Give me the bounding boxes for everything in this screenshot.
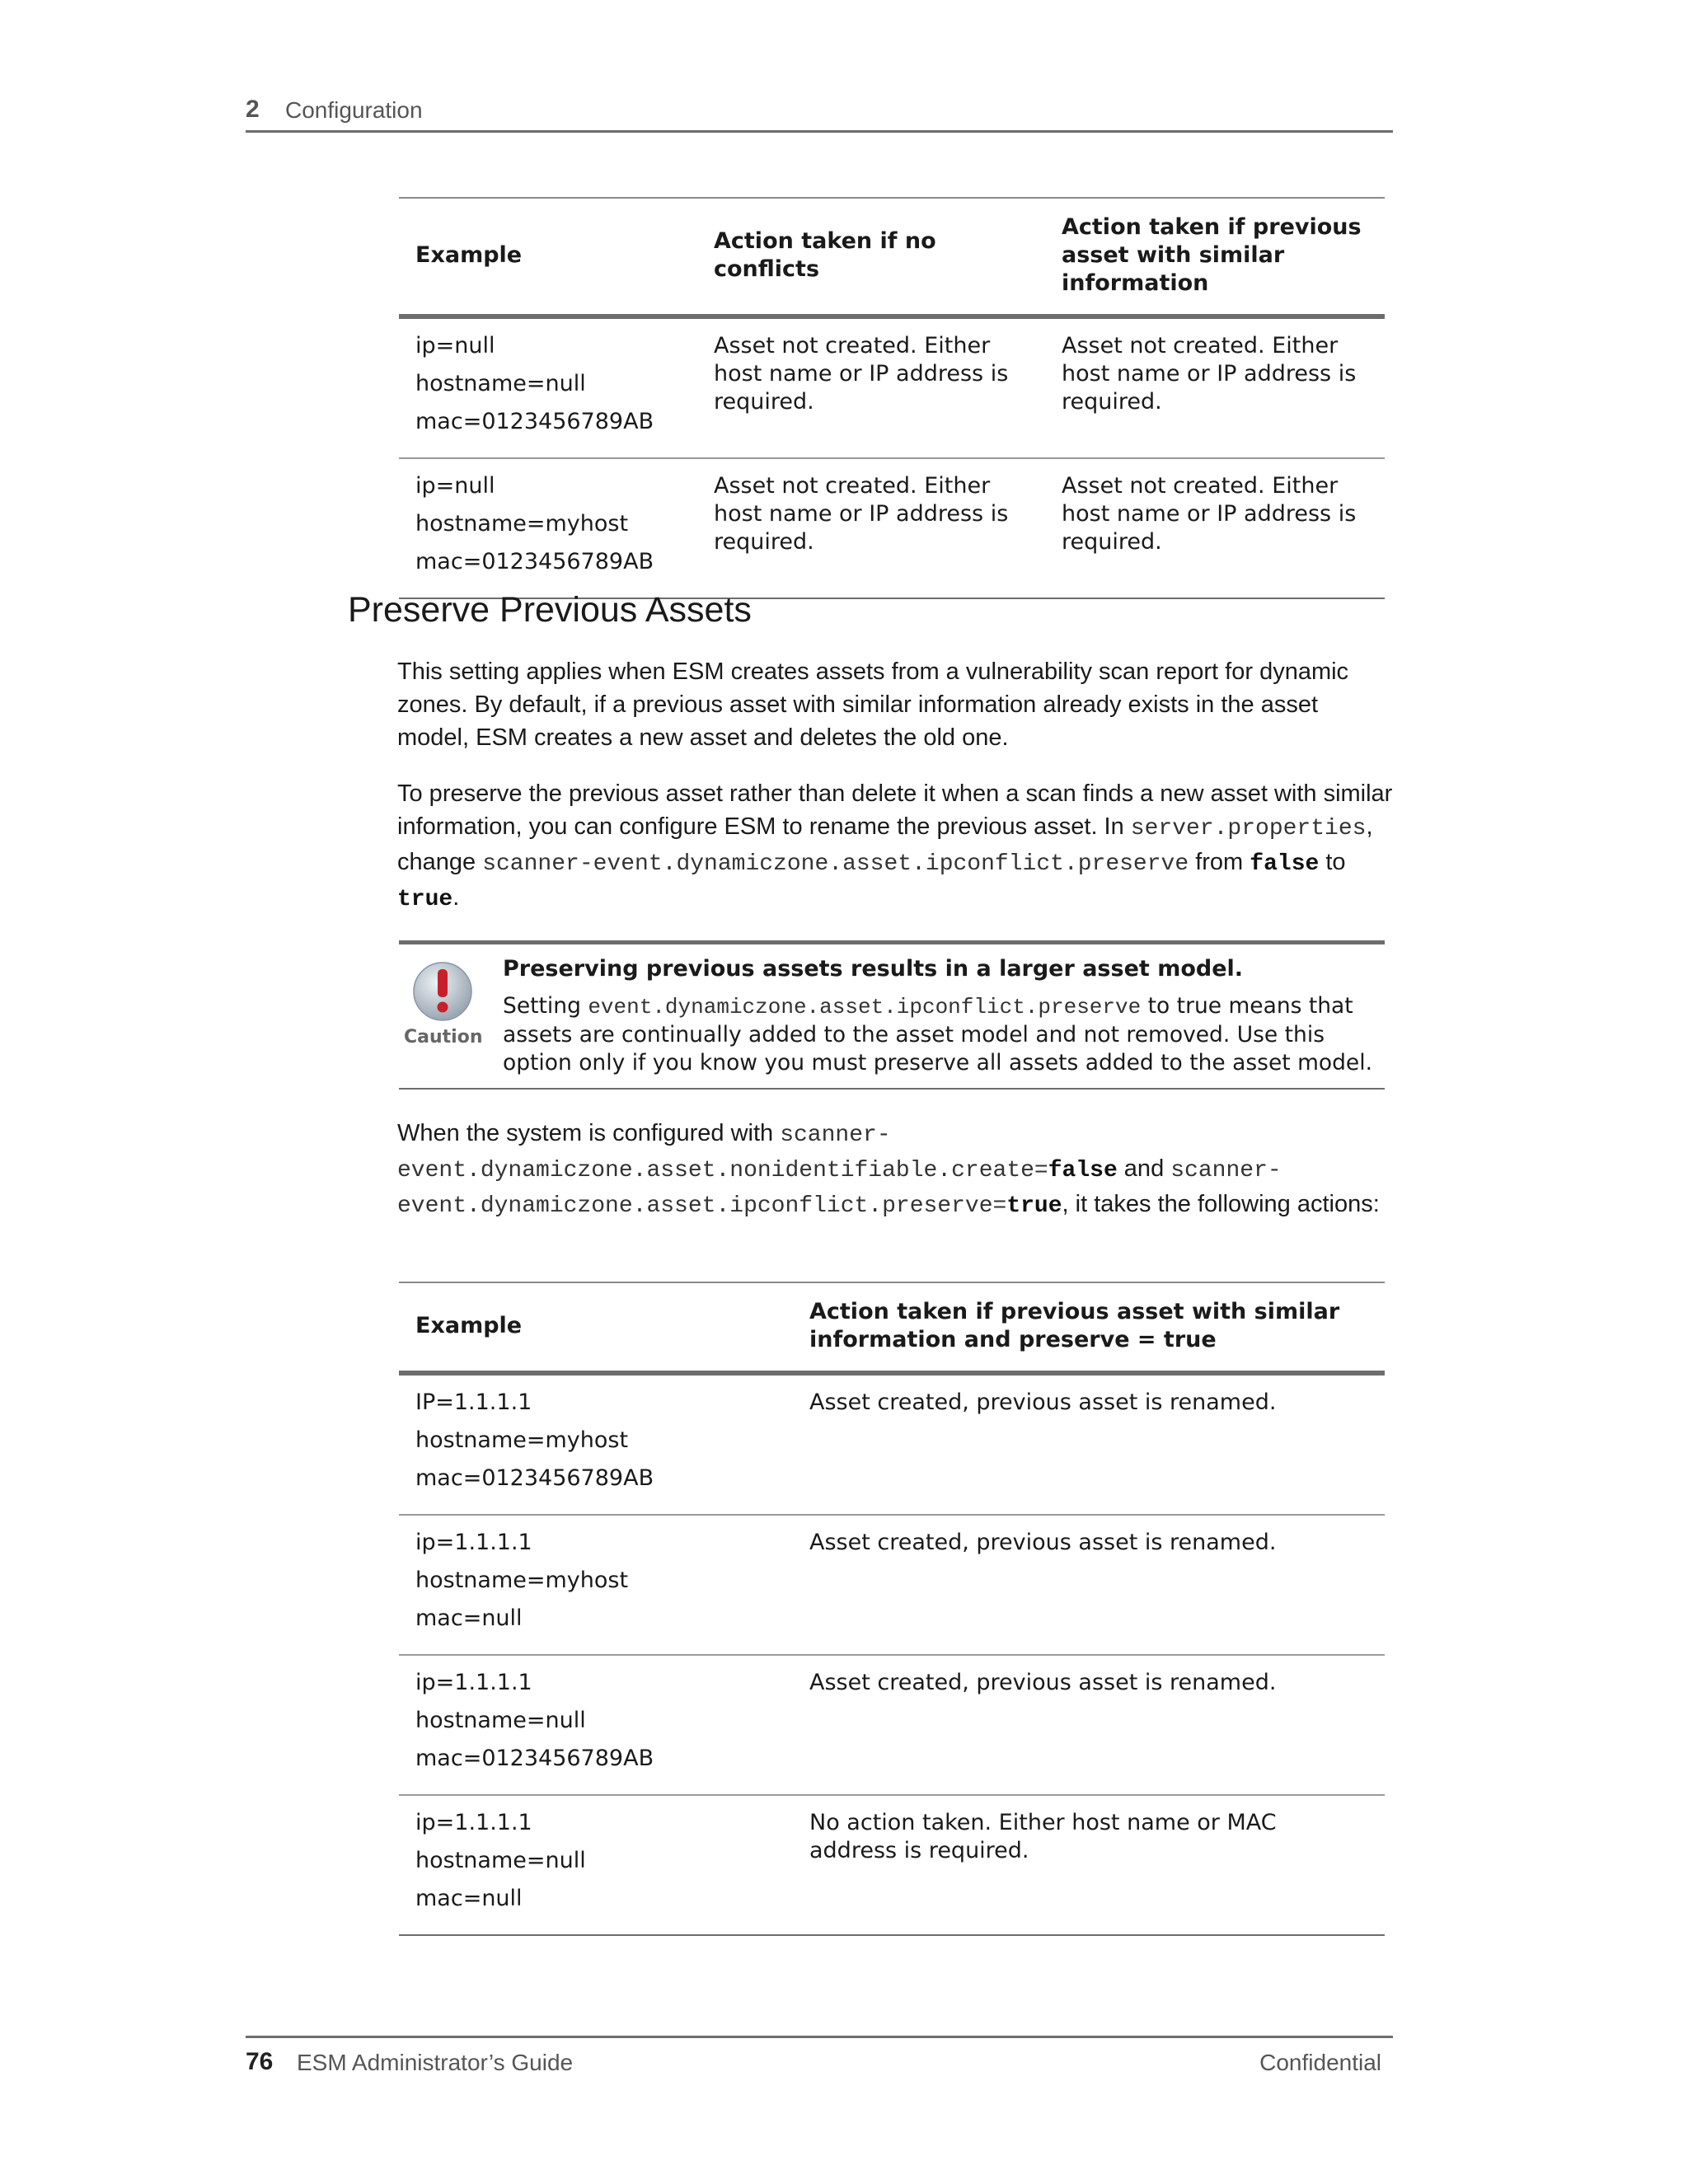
table-row — [399, 316, 1385, 458]
guide-title: ESM Administrator’s Guide — [297, 2050, 574, 2075]
example-mac: mac=null — [415, 1605, 523, 1631]
no-conflict-action-cell: Asset not created. Either host name or IP address is required. — [697, 316, 1045, 458]
example-ip: ip=null — [415, 473, 495, 499]
code-preserve-property: scanner-event.dynamiczone.asset.ipconflict.preserve — [482, 851, 1189, 877]
table-row — [399, 1373, 1385, 1515]
conflict-actions-table — [399, 197, 1385, 599]
text: . — [452, 884, 460, 911]
example-cell — [399, 458, 697, 598]
code-server-properties: server.properties — [1130, 816, 1367, 841]
example-hostname: hostname=myhost — [415, 1427, 629, 1453]
example-ip: ip=1.1.1.1 — [415, 1530, 532, 1555]
text: , change — [397, 813, 1373, 875]
example-cell — [399, 1515, 793, 1655]
table-row — [399, 1515, 1385, 1655]
page-footer — [246, 2036, 1393, 2079]
example-mac: mac=0123456789AB — [415, 409, 654, 434]
table-header-row — [399, 1282, 1385, 1373]
no-conflict-action-cell: Asset not created. Either host name or IP address is required. — [697, 458, 1045, 598]
text: to — [1319, 849, 1346, 875]
example-mac: mac=0123456789AB — [415, 549, 654, 574]
example-ip: IP=1.1.1.1 — [415, 1390, 532, 1415]
confidential-label: Confidential — [1259, 2050, 1381, 2075]
text: To preserve the previous asset rather than delete it when a scan finds a new asset with similar information, you can configure ESM to rename the previous asset. In — [397, 780, 1393, 840]
code-true: true — [397, 887, 453, 912]
example-mac: mac=0123456789AB — [415, 1746, 654, 1771]
text: and — [1117, 1155, 1171, 1182]
example-cell — [399, 1795, 793, 1935]
example-ip: ip=1.1.1.1 — [415, 1810, 532, 1835]
column-header-example: Example — [399, 1282, 793, 1373]
example-cell — [399, 316, 697, 458]
caution-note — [399, 940, 1385, 1090]
caution-icon — [412, 961, 473, 1022]
preserve-actions-table — [399, 1282, 1385, 1936]
section-heading: Preserve Previous Assets — [348, 590, 752, 630]
text: from — [1189, 849, 1250, 875]
code-false: false — [1048, 1158, 1118, 1183]
example-hostname: hostname=null — [415, 1848, 586, 1873]
previous-asset-action-cell: Asset not created. Either host name or IP address is required. — [1045, 316, 1385, 458]
system-config-paragraph — [397, 1117, 1395, 1223]
example-mac: mac=0123456789AB — [415, 1465, 654, 1491]
column-header-previous-asset: Action taken if previous asset with similar information — [1045, 198, 1385, 316]
chapter-number: 2 — [246, 96, 260, 123]
action-cell: Asset created, previous asset is renamed. — [793, 1655, 1385, 1795]
chapter-title: Configuration — [285, 97, 423, 123]
text: to true means that assets are continually added to the asset model and not removed. Use this option only if you know you must preserve all assets added to the asset model. — [503, 993, 1373, 1076]
table-row — [399, 1655, 1385, 1795]
text: Setting — [503, 993, 588, 1019]
table-header-row — [399, 198, 1385, 316]
example-hostname: hostname=null — [415, 1708, 586, 1733]
example-hostname: hostname=myhost — [415, 511, 629, 537]
example-ip: ip=1.1.1.1 — [415, 1670, 532, 1695]
example-mac: mac=null — [415, 1886, 523, 1911]
example-cell — [399, 1655, 793, 1795]
code-false: false — [1250, 851, 1320, 877]
table-row — [399, 458, 1385, 598]
code-preserve-property: event.dynamiczone.asset.ipconflict.preserve — [588, 995, 1142, 1019]
column-header-preserve-action: Action taken if previous asset with similar information and preserve = true — [793, 1282, 1385, 1373]
action-cell: Asset created, previous asset is renamed. — [793, 1373, 1385, 1515]
action-cell: No action taken. Either host name or MAC address is required. — [793, 1795, 1385, 1935]
code-nonidentifiable-property: scanner-event.dynamiczone.asset.nonidentifiable.create= — [397, 1122, 1048, 1183]
text: , it takes the following actions: — [1062, 1191, 1380, 1217]
page-header — [246, 89, 1393, 133]
configure-paragraph — [397, 777, 1395, 916]
code-preserve-property: scanner-event.dynamiczone.asset.ipconflict.preserve= — [397, 1158, 1282, 1219]
code-true: true — [1006, 1193, 1062, 1219]
example-hostname: hostname=myhost — [415, 1568, 629, 1593]
action-cell: Asset created, previous asset is renamed. — [793, 1515, 1385, 1655]
page-number: 76 — [246, 2048, 274, 2075]
column-header-example: Example — [399, 198, 697, 316]
example-hostname: hostname=null — [415, 371, 586, 396]
column-header-no-conflicts: Action taken if no conflicts — [697, 198, 1045, 316]
previous-asset-action-cell: Asset not created. Either host name or IP address is required. — [1045, 458, 1385, 598]
intro-paragraph: This setting applies when ESM creates assets from a vulnerability scan report for dynamic zones. By default, if a previous asset with similar information already exists in the asset model, ESM creates a new asset and deletes the old one. — [397, 658, 1349, 751]
caution-title: Preserving previous assets results in a larger asset model. — [503, 956, 1244, 982]
caution-body — [503, 992, 1385, 1077]
example-ip: ip=null — [415, 333, 495, 359]
table-row — [399, 1795, 1385, 1935]
text: When the system is configured with — [397, 1120, 781, 1146]
caution-label: Caution — [404, 1027, 483, 1047]
example-cell — [399, 1373, 793, 1515]
